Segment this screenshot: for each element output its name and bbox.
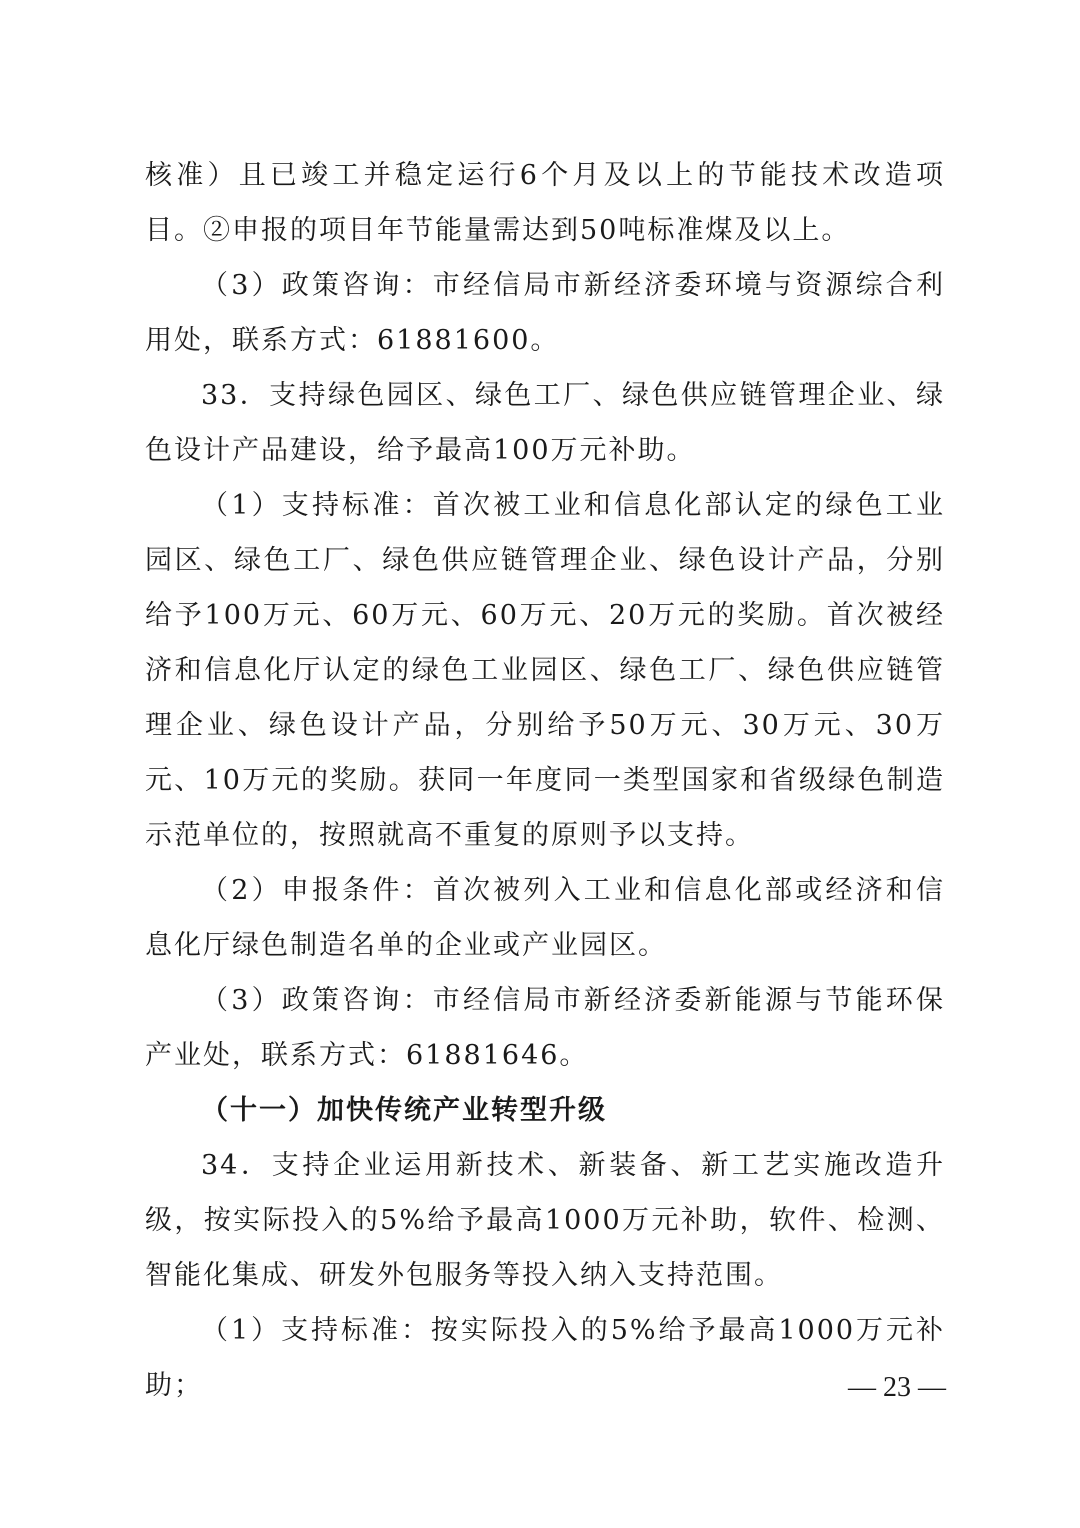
paragraph-support-standard-33: （1）支持标准：首次被工业和信息化部认定的绿色工业园区、绿色工厂、绿色供应链管理企业、绿色设计产品，分别给予100万元、60万元、60万元、20万元的奖励。首次被经济和信息化厅认定的绿色工业园区、绿色工厂、绿色供应链管理企业、绿色设计产品，分别给予50万元、30万元、30万元、10万元的奖励。获同一年度同一类型国家和省级绿色制造示范单位的，按照就高不重复的原则予以支持。 <box>145 490 945 851</box>
paragraph-continuation: 核准）且已竣工并稳定运行6个月及以上的节能技术改造项目。②申报的项目年节能量需达到50吨标准煤及以上。 <box>145 160 945 246</box>
document-body <box>145 148 945 1413</box>
paragraph-item-33: 33．支持绿色园区、绿色工厂、绿色供应链管理企业、绿色设计产品建设，给予最高100万元补助。 <box>145 380 945 466</box>
paragraph-application-conditions-33: （2）申报条件：首次被列入工业和信息化部或经济和信息化厅绿色制造名单的企业或产业园区。 <box>145 875 945 961</box>
paragraph-policy-consult-32: （3）政策咨询：市经信局市新经济委环境与资源综合利用处，联系方式：61881600。 <box>145 270 945 356</box>
section-heading: （十一）加快传统产业转型升级 <box>201 1095 607 1126</box>
paragraph-support-standard-34: （1）支持标准：按实际投入的5%给予最高1000万元补助； <box>145 1315 945 1401</box>
page-number: — 23 — <box>848 1372 946 1403</box>
paragraph-policy-consult-33: （3）政策咨询：市经信局市新经济委新能源与节能环保产业处，联系方式：61881646。 <box>145 985 945 1071</box>
paragraph-item-34: 34．支持企业运用新技术、新装备、新工艺实施改造升级，按实际投入的5%给予最高1000万元补助，软件、检测、智能化集成、研发外包服务等投入纳入支持范围。 <box>145 1150 945 1291</box>
